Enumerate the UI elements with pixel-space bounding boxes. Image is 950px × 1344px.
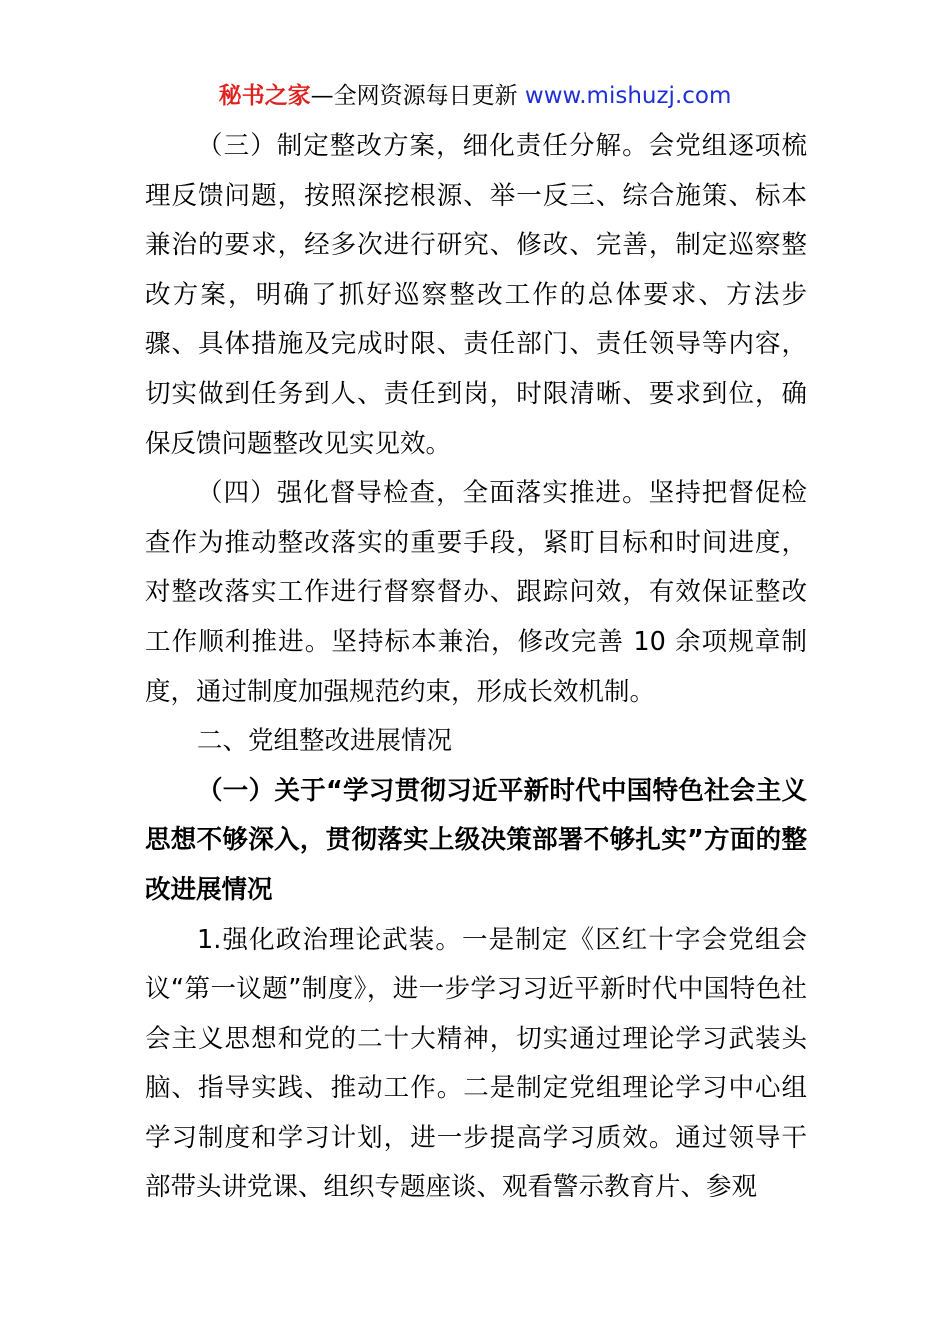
heading-section-2: 二、党组整改进展情况 (197, 726, 453, 757)
brand-name: 秘书之家 (218, 83, 311, 109)
document-body (145, 122, 807, 1213)
site-header (0, 80, 950, 112)
subheading-progress-1: （一）关于“学习贯彻习近平新时代中国特色社会主义思想不够深入，贯彻落实上级决策部署不够扎实”方面的整改进展情况 (145, 775, 807, 905)
site-url-link[interactable]: www.mishuzj.com (524, 83, 732, 109)
paragraph-section-3: （三）制定整改方案，细化责任分解。会党组逐项梳理反馈问题，按照深挖根源、举一反三、综合施策、标本兼治的要求，经多次进行研究、修改、完善，制定巡察整改方案，明确了抓好巡察整改工作的总体要求、方法步骤、具体措施及完成时限、责任部门、责任领导等内容，切实做到任务到人、责任到岗，时限清晰、要求到位，确保反馈问题整改见实见效。 (145, 131, 807, 459)
header-tagline: —全网资源每日更新 (310, 83, 518, 109)
paragraph-item-1: 1.强化政治理论武装。一是制定《区红十字会党组会议“第一议题”制度》，进一步学习习近平新时代中国特色社会主义思想和党的二十大精神，切实通过理论学习武装头脑、指导实践、推动工作。二是制定党组理论学习中心组学习制度和学习计划，进一步提高学习质效。通过领导干部带头讲党课、组织专题座谈、观看警示教育片、参观 (145, 924, 807, 1203)
paragraph-section-4: （四）强化督导检查，全面落实推进。坚持把督促检查作为推动整改落实的重要手段，紧盯目标和时间进度，对整改落实工作进行督察督办、跟踪问效，有效保证整改工作顺利推进。坚持标本兼治，修改完善 10 余项规章制度，通过制度加强规范约束，形成长效机制。 (145, 478, 807, 707)
